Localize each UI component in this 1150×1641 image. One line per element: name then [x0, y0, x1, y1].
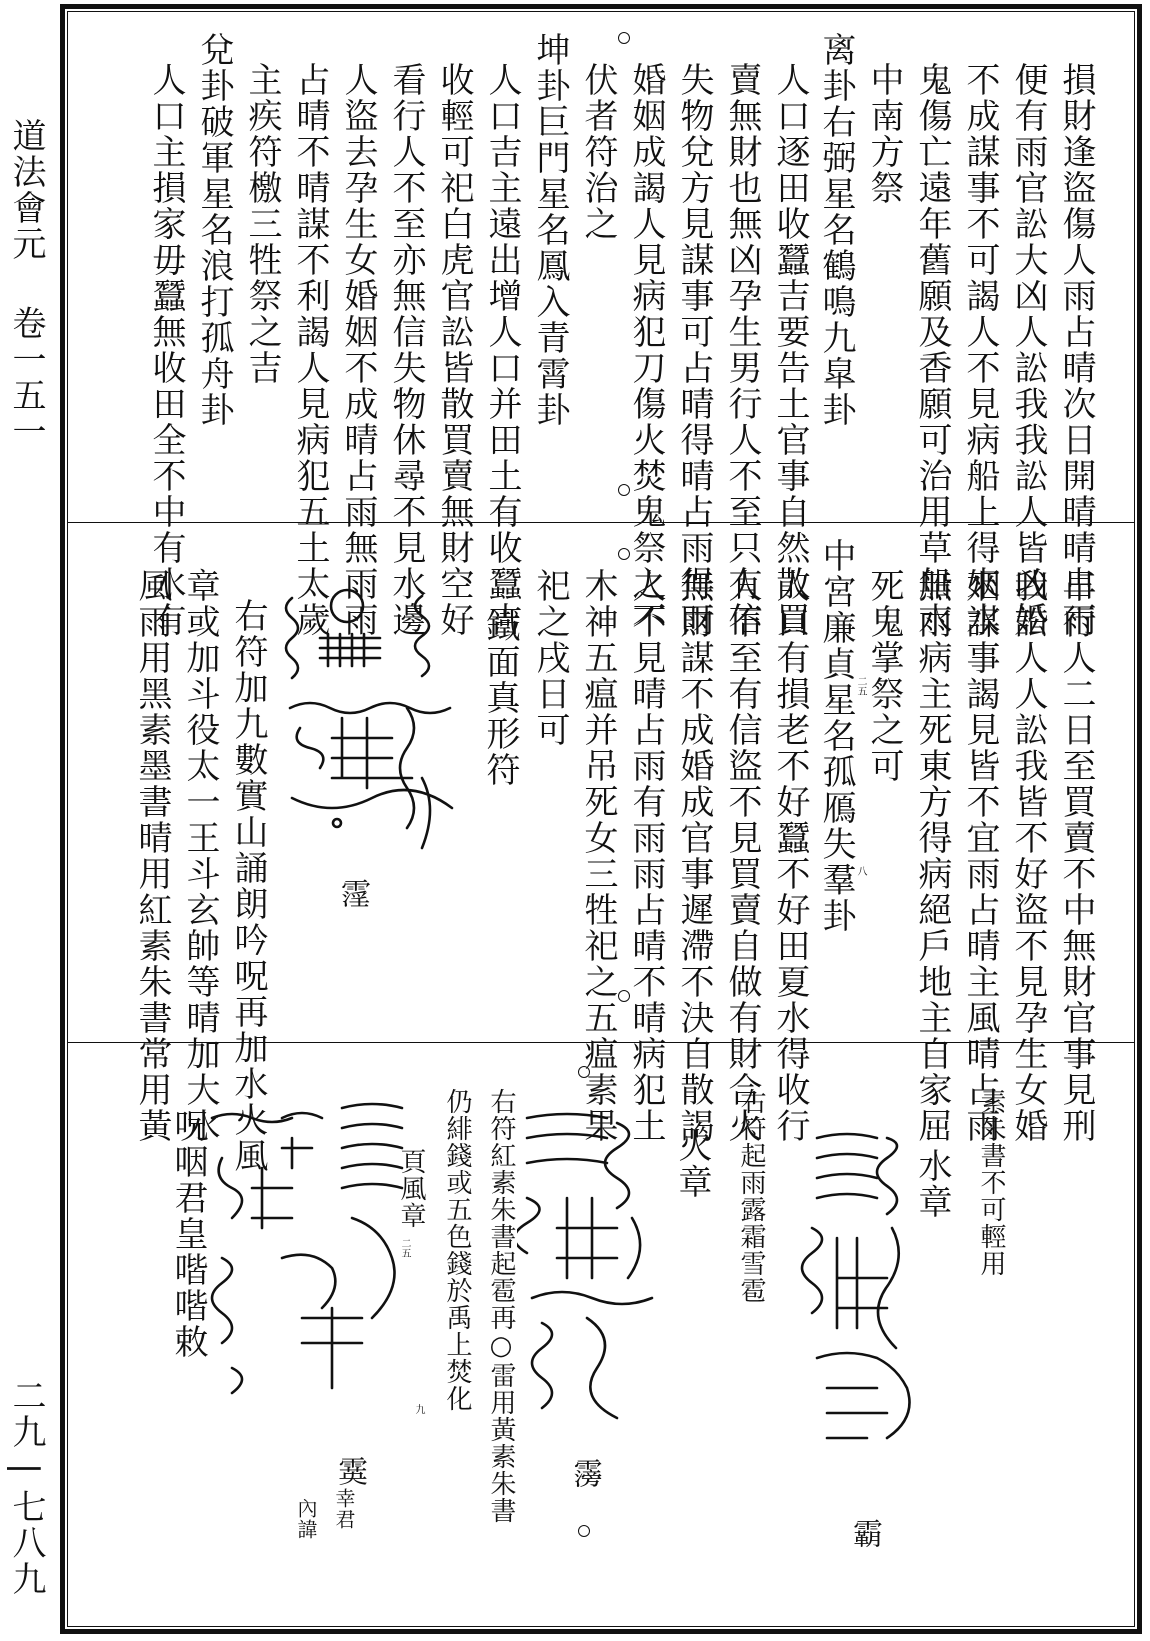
seal-label: 霸	[847, 1518, 882, 1548]
text-column: 仍緋錢或五色錢於禹上焚化	[442, 1088, 472, 1412]
text-column: 呪咽君皇喈喈敕	[168, 1108, 208, 1360]
talisman-fire	[517, 1108, 677, 1438]
text-column: 損財逢盜傷人雨占晴次日開晴晴占雨	[1056, 62, 1096, 638]
text-column: 占晴不晴謀不利謁人見病犯五土太歲	[290, 62, 330, 638]
seal-note: 幸君	[332, 1488, 356, 1530]
section-heading: 火章	[672, 1128, 712, 1200]
book-title	[4, 118, 48, 450]
text-column: 無雨病主死東方得病絕戶地主自家屈	[912, 568, 952, 1144]
seal-label: 霪	[335, 878, 370, 908]
section-heading: 兌卦破軍星名浪打孤舟卦	[194, 32, 234, 428]
text-column: 我訟人人訟我皆不好盜不見孕生女婚	[1008, 568, 1048, 1144]
circle-mark	[578, 1066, 590, 1078]
text-column: 死鬼掌祭之可	[864, 568, 904, 784]
text-column: 人口主損家毋蠶無收田全不中有水有	[146, 62, 186, 638]
text-column: 人不見晴占雨有雨雨占晴不晴病犯土	[626, 568, 666, 1144]
text-column: 人口逐田收蠶吉要告土官事自然散買	[770, 62, 810, 638]
text-column: 鬼傷亡遠年舊願及香願可治用草船水	[912, 62, 952, 638]
text-column: 便有雨官訟大凶人訟我我訟人皆凶婚	[1008, 62, 1048, 638]
text-column: 無財謀不成婚成官事遲滯不決自散謁	[674, 568, 714, 1144]
tiny-mark: 二五	[855, 676, 866, 696]
seal-label: 霶	[567, 1458, 602, 1488]
text-column: 賣無財也無凶孕生男行人不至只有信	[722, 62, 762, 638]
text-column: 看行人不至亦無信失物休尋不見水邊	[386, 62, 426, 638]
text-column: 婚姻成謁人見病犯刀傷火焚鬼祭之不	[626, 62, 666, 638]
text-column: 人口吉主遠出增人口并田土有收蠶吉	[482, 62, 522, 638]
circle-mark	[618, 32, 630, 44]
text-column: 中南方祭	[864, 62, 904, 206]
text-column: 人盜去孕生女婚姻不成晴占雨無雨雨	[338, 62, 378, 638]
text-column: 木神五瘟并吊死女三牲祀之五瘟素果	[578, 568, 618, 1144]
text-column: 早行人二日至買賣不中無財官事見刑	[1056, 568, 1096, 1144]
section-heading: 离卦右弼星名鶴鳴九皐卦	[816, 32, 856, 428]
talisman-iron-face	[272, 578, 502, 858]
section-heading: 坤卦巨門星名鳳入青霄卦	[530, 32, 570, 428]
text-column: 伏者符治之	[578, 62, 618, 242]
section-heading: 頁風章	[396, 1148, 426, 1229]
text-column: 祀之戌日可	[530, 568, 570, 748]
page-number: 二九 | 七八九	[6, 1378, 46, 1598]
circle-mark	[618, 548, 630, 560]
circle-mark	[618, 484, 630, 496]
seal-note: 內諱	[294, 1498, 318, 1540]
panel-bottom	[72, 1048, 1130, 1624]
book-title-text: 道法會元	[6, 118, 46, 262]
tiny-mark: 九	[413, 1404, 424, 1414]
text-column: 右符起雨露霜雪雹	[736, 1088, 766, 1304]
text-column: 收輕可祀白虎官訟皆散買賣無財空好	[434, 62, 474, 638]
talisman-wind	[202, 1088, 422, 1408]
tiny-mark: 二五	[399, 1238, 410, 1258]
text-column: 右符紅素朱書起雹再○雷用黃素朱書	[486, 1088, 516, 1524]
text-column: 主疾符檄三牲祭之吉	[242, 62, 282, 386]
section-heading: 中宮廉貞星名孤鴈失羣卦	[816, 538, 856, 934]
circle-mark	[618, 990, 630, 1002]
text-column: 章或加斗役太一王斗玄帥等晴加大水	[180, 568, 220, 1144]
tiny-mark: 八	[855, 866, 866, 876]
text-column: 素朱書不可輕用	[976, 1088, 1006, 1277]
panel-top	[72, 22, 1130, 638]
text-column: 右符加九數實山誦朗吟呪再加水火風	[228, 598, 268, 1174]
text-column: 失物兌方見謀事可占晴得晴占雨得雨	[674, 62, 714, 638]
text-column: 不成謀事不可謁人不見病船上得來水	[960, 62, 1000, 638]
talisman-water	[797, 1128, 937, 1468]
circle-mark	[578, 1525, 590, 1537]
section-heading: 鐵面真形符	[480, 608, 520, 788]
text-column: 人口有損老不好蠶不好田夏水得收行	[770, 568, 810, 1144]
text-column: 風雨用黑素墨書晴用紅素朱書常用黃	[132, 568, 172, 1144]
volume-label: 卷一五一	[6, 305, 46, 450]
seal-label: 霙	[332, 1456, 367, 1486]
text-column: 姻謀事謁見皆不宜雨占晴主風晴占雨	[960, 568, 1000, 1144]
text-column: 人不至有信盜不見買賣自做有財合火	[722, 568, 762, 1144]
section-heading: 水章	[912, 1148, 952, 1220]
